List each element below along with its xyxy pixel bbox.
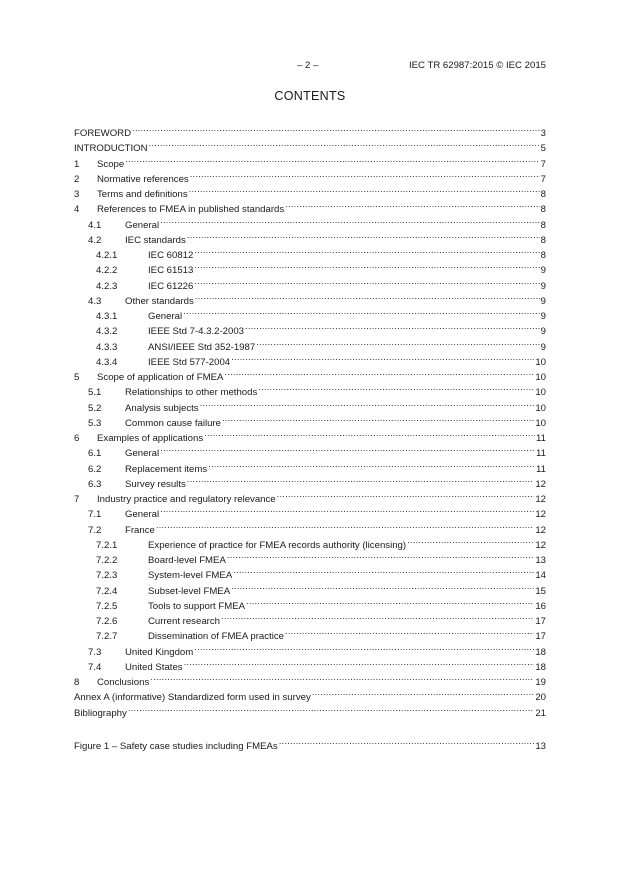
toc-leader-dots — [190, 168, 540, 182]
toc-entry-number: 5 — [74, 372, 80, 383]
toc-entry[interactable] — [74, 137, 546, 155]
toc-entry[interactable] — [74, 320, 546, 338]
toc-entry-page: 12 — [535, 478, 546, 490]
toc-entry[interactable] — [74, 290, 546, 307]
toc-entry-title: Current research — [148, 616, 220, 627]
toc-entry-page: 3 — [540, 128, 546, 139]
toc-entry-number: 7.2.5 — [96, 600, 118, 612]
toc-entry-title: General — [125, 509, 160, 521]
toc-entry-title: IEC 60812 — [148, 250, 194, 261]
toc-leader-dots — [187, 473, 535, 487]
toc-entry-title: IEEE Std 7-4.3.2-2003 — [148, 326, 244, 338]
toc-entry-title: IEC 61513 — [148, 265, 194, 277]
page-header — [0, 60, 620, 74]
toc-entry[interactable] — [74, 397, 546, 414]
toc-entry-page: 8 — [540, 250, 546, 261]
toc-leader-dots — [285, 625, 534, 639]
toc-entry-number: 4.2.2 — [96, 265, 118, 277]
toc-entry-page: 11 — [536, 433, 546, 444]
document-reference: IEC TR 62987:2015 © IEC 2015 — [408, 60, 546, 71]
toc-entry-number: 4 — [74, 204, 80, 216]
toc-entry[interactable] — [74, 534, 546, 551]
toc-leader-dots — [279, 735, 535, 749]
toc-entry-number: 3 — [74, 189, 80, 200]
toc-leader-dots — [194, 641, 534, 655]
toc-entry-page: 7 — [540, 158, 546, 170]
toc-entry-title: System-level FMEA — [148, 570, 233, 582]
toc-entry-page: 10 — [535, 372, 546, 383]
toc-entry-number: 4.2.3 — [96, 280, 118, 292]
toc-entry[interactable] — [74, 580, 546, 597]
toc-entry[interactable] — [74, 381, 546, 399]
toc-entry[interactable] — [74, 259, 546, 277]
toc-entry[interactable] — [74, 595, 546, 612]
toc-leader-dots — [233, 564, 534, 578]
toc-leader-dots — [312, 686, 535, 700]
toc-entry[interactable] — [74, 625, 546, 643]
toc-entry-page: 9 — [540, 295, 546, 307]
toc-entry-page: 17 — [535, 631, 546, 643]
toc-leader-dots — [231, 580, 534, 594]
toc-leader-dots — [189, 183, 540, 197]
toc-leader-dots — [194, 275, 539, 289]
toc-entry-title: References to FMEA in published standards — [97, 204, 285, 216]
toc-entry-title: INTRODUCTION — [74, 143, 148, 155]
toc-entry-number: 6.3 — [88, 478, 102, 490]
page-title: CONTENTS — [274, 89, 346, 103]
toc-entry[interactable] — [74, 427, 546, 444]
toc-leader-dots — [407, 534, 534, 548]
toc-entry[interactable] — [74, 168, 546, 185]
toc-entry-number: 1 — [74, 158, 80, 170]
toc-entry-number: 6 — [74, 433, 80, 444]
toc-entry[interactable] — [74, 229, 546, 246]
toc-entry[interactable] — [74, 366, 546, 383]
toc-entry-page: 10 — [535, 402, 546, 414]
toc-entry[interactable] — [74, 473, 546, 490]
toc-entry-title: IEC standards — [125, 234, 186, 246]
toc-entry-page: 20 — [535, 692, 546, 704]
toc-entry-page: 18 — [535, 661, 546, 673]
toc-entry[interactable] — [74, 503, 546, 521]
toc-entry-page: 13 — [535, 555, 546, 566]
toc-entry[interactable] — [74, 412, 546, 429]
toc-entry-title: United Kingdom — [125, 646, 194, 658]
toc-entry-page: 8 — [540, 204, 546, 216]
toc-entry[interactable] — [74, 153, 546, 170]
toc-entry[interactable] — [74, 122, 546, 139]
toc-entry-number: 4.3.3 — [96, 341, 118, 353]
toc-leader-dots — [149, 137, 540, 151]
toc-entry-title: Examples of applications — [97, 433, 204, 444]
toc-entry-title: Common cause failure — [125, 417, 221, 429]
toc-entry[interactable] — [74, 244, 546, 261]
toc-entry[interactable] — [74, 735, 546, 752]
toc-entry[interactable] — [74, 458, 546, 475]
toc-entry[interactable] — [74, 656, 546, 673]
toc-entry-number: 7.1 — [88, 509, 102, 521]
toc-entry[interactable] — [74, 564, 546, 582]
toc-entry-page: 10 — [535, 356, 546, 368]
toc-leader-dots — [160, 442, 535, 456]
toc-leader-dots — [227, 549, 534, 563]
toc-entry-number: 5.2 — [88, 402, 102, 414]
toc-entry-page: 8 — [540, 234, 546, 246]
toc-entry-number: 8 — [74, 677, 80, 688]
toc-entry-title: General — [125, 448, 160, 460]
toc-entry-title: Normative references — [97, 173, 189, 185]
toc-entry-number: 7.2.1 — [96, 539, 118, 551]
toc-entry-title: Scope of application of FMEA — [97, 372, 224, 383]
toc-entry-page: 15 — [535, 585, 546, 597]
toc-leader-dots — [195, 290, 540, 304]
toc-entry-page: 8 — [540, 219, 546, 231]
toc-entry-title: Survey results — [125, 478, 186, 490]
toc-leader-dots — [128, 702, 535, 716]
toc-entry-page: 11 — [536, 448, 546, 460]
toc-entry[interactable] — [74, 351, 546, 368]
toc-entry-number: 4.3.1 — [96, 311, 118, 322]
toc-entry[interactable] — [74, 488, 546, 505]
toc-entry-page: 13 — [535, 740, 546, 752]
toc-entry-number: 7.4 — [88, 661, 102, 673]
toc-entry-number: 4.3.4 — [96, 356, 118, 368]
toc-leader-dots — [208, 458, 535, 472]
toc-leader-dots — [222, 412, 534, 426]
toc-leader-dots — [245, 320, 540, 334]
toc-leader-dots — [224, 366, 534, 380]
toc-entry-title: Experience of practice for FMEA records authority (licensing) — [148, 539, 407, 551]
toc-entry-page: 10 — [535, 417, 546, 429]
toc-entry-number: 7.3 — [88, 646, 102, 658]
toc-entry-title: Other standards — [125, 295, 194, 307]
toc-entry-page: 17 — [535, 616, 546, 627]
toc-entry-number: 4.3 — [88, 295, 102, 307]
toc-leader-dots — [256, 336, 539, 350]
toc-entry[interactable] — [74, 549, 546, 566]
toc-entry-title: General — [148, 311, 183, 322]
toc-entry-title: Dissemination of FMEA practice — [148, 631, 284, 643]
toc-entry-title: Tools to support FMEA — [148, 600, 246, 612]
toc-entry-page: 10 — [535, 387, 546, 399]
toc-entry-page: 9 — [540, 280, 546, 292]
toc-leader-dots — [187, 229, 540, 243]
toc-entry-title: United States — [125, 661, 183, 673]
toc-leader-dots — [204, 427, 535, 441]
toc-entry-title: IEEE Std 577-2004 — [148, 356, 231, 368]
toc-entry-page: 21 — [535, 707, 546, 719]
toc-entry-title: General — [125, 219, 160, 231]
toc-entry-number: 6.2 — [88, 463, 102, 475]
toc-entry[interactable] — [74, 519, 546, 536]
toc-leader-dots — [246, 595, 534, 609]
toc-entry-page: 18 — [535, 646, 546, 658]
toc-entry[interactable] — [74, 183, 546, 200]
toc-leader-dots — [277, 488, 535, 502]
toc-entry[interactable] — [74, 702, 546, 719]
toc-entry-title: Conclusions — [97, 677, 150, 688]
toc-entry-number: 7.2.4 — [96, 585, 118, 597]
toc-entry-title: Scope — [97, 158, 125, 170]
toc-entry-number: 5.3 — [88, 417, 102, 429]
toc-leader-dots — [231, 351, 534, 365]
toc-entry-title: France — [125, 524, 155, 536]
toc-entry-title: FOREWORD — [74, 128, 132, 139]
toc-entry-page: 12 — [535, 539, 546, 551]
toc-entry-number: 4.2.1 — [96, 250, 118, 261]
toc-entry-title: Subset-level FMEA — [148, 585, 231, 597]
toc-entry[interactable] — [74, 641, 546, 658]
toc-entry-page: 9 — [540, 326, 546, 338]
toc-leader-dots — [221, 610, 534, 624]
toc-leader-dots — [132, 122, 540, 136]
toc-entry[interactable] — [74, 442, 546, 460]
toc-leader-dots — [194, 244, 539, 258]
toc-entry[interactable] — [74, 610, 546, 627]
toc-entry-title: Analysis subjects — [125, 402, 199, 414]
toc-entry-number: 7 — [74, 494, 80, 505]
toc-entry-page: 9 — [540, 341, 546, 353]
toc-leader-dots — [156, 519, 534, 533]
toc-leader-dots — [125, 153, 539, 167]
toc-entry-title: Bibliography — [74, 707, 127, 719]
toc-entry-title: Industry practice and regulatory relevance — [97, 494, 276, 505]
toc-entry-page: 11 — [536, 463, 546, 475]
toc-entry-number: 7.2.3 — [96, 570, 118, 582]
toc-entry[interactable] — [74, 305, 546, 322]
toc-entry-page: 9 — [540, 311, 546, 322]
toc-entry-number: 7.2 — [88, 524, 102, 536]
toc-entry-title: Relationships to other methods — [125, 387, 258, 399]
toc-entry-page: 12 — [535, 494, 546, 505]
toc-entry-number: 7.2.6 — [96, 616, 118, 627]
toc-leader-dots — [160, 214, 540, 228]
toc-entry-page: 8 — [540, 189, 546, 200]
toc-entry-page: 16 — [535, 600, 546, 612]
toc-entry-title: ANSI/IEEE Std 352-1987 — [148, 341, 256, 353]
toc-leader-dots — [285, 198, 539, 212]
toc-entry-page: 14 — [535, 570, 546, 582]
toc-leader-dots — [200, 397, 535, 411]
toc-entry-number: 4.3.2 — [96, 326, 118, 338]
toc-entry[interactable] — [74, 214, 546, 231]
toc-entry[interactable] — [74, 686, 546, 704]
toc-leader-dots — [160, 503, 534, 517]
toc-entry-page: 12 — [535, 524, 546, 536]
toc-entry-page: 12 — [535, 509, 546, 521]
page-number: – 2 – — [297, 60, 319, 71]
toc-entry-title: Replacement items — [125, 463, 208, 475]
toc-leader-dots — [194, 259, 539, 273]
toc-leader-dots — [150, 671, 534, 685]
toc-entry-page: 19 — [535, 677, 546, 688]
toc-entry-number: 4.1 — [88, 219, 102, 231]
toc-entry[interactable] — [74, 671, 546, 688]
toc-entry-title: Figure 1 – Safety case studies including FMEAs — [74, 740, 278, 752]
toc-leader-dots — [258, 381, 534, 395]
toc-entry-number: 7.2.7 — [96, 631, 118, 643]
toc-entry-title: Terms and definitions — [97, 189, 188, 200]
toc-entry-title: Board-level FMEA — [148, 555, 226, 566]
toc-entry-number: 5.1 — [88, 387, 102, 399]
toc-entry-page: 9 — [540, 265, 546, 277]
toc-entry-page: 7 — [540, 173, 546, 185]
toc-entry[interactable] — [74, 198, 546, 216]
toc-entry-title: Annex A (informative) Standardized form used in survey — [74, 692, 311, 704]
toc-entry-number: 2 — [74, 173, 80, 185]
toc-entry[interactable] — [74, 275, 546, 292]
toc-leader-dots — [184, 656, 535, 670]
toc-entry-title: IEC 61226 — [148, 280, 194, 292]
toc-entry-page: 5 — [540, 143, 546, 155]
toc-entry-number: 7.2.2 — [96, 555, 118, 566]
toc-leader-dots — [183, 305, 540, 319]
toc-entry[interactable] — [74, 336, 546, 353]
toc-entry-number: 4.2 — [88, 234, 102, 246]
toc-entry-number: 6.1 — [88, 448, 102, 460]
